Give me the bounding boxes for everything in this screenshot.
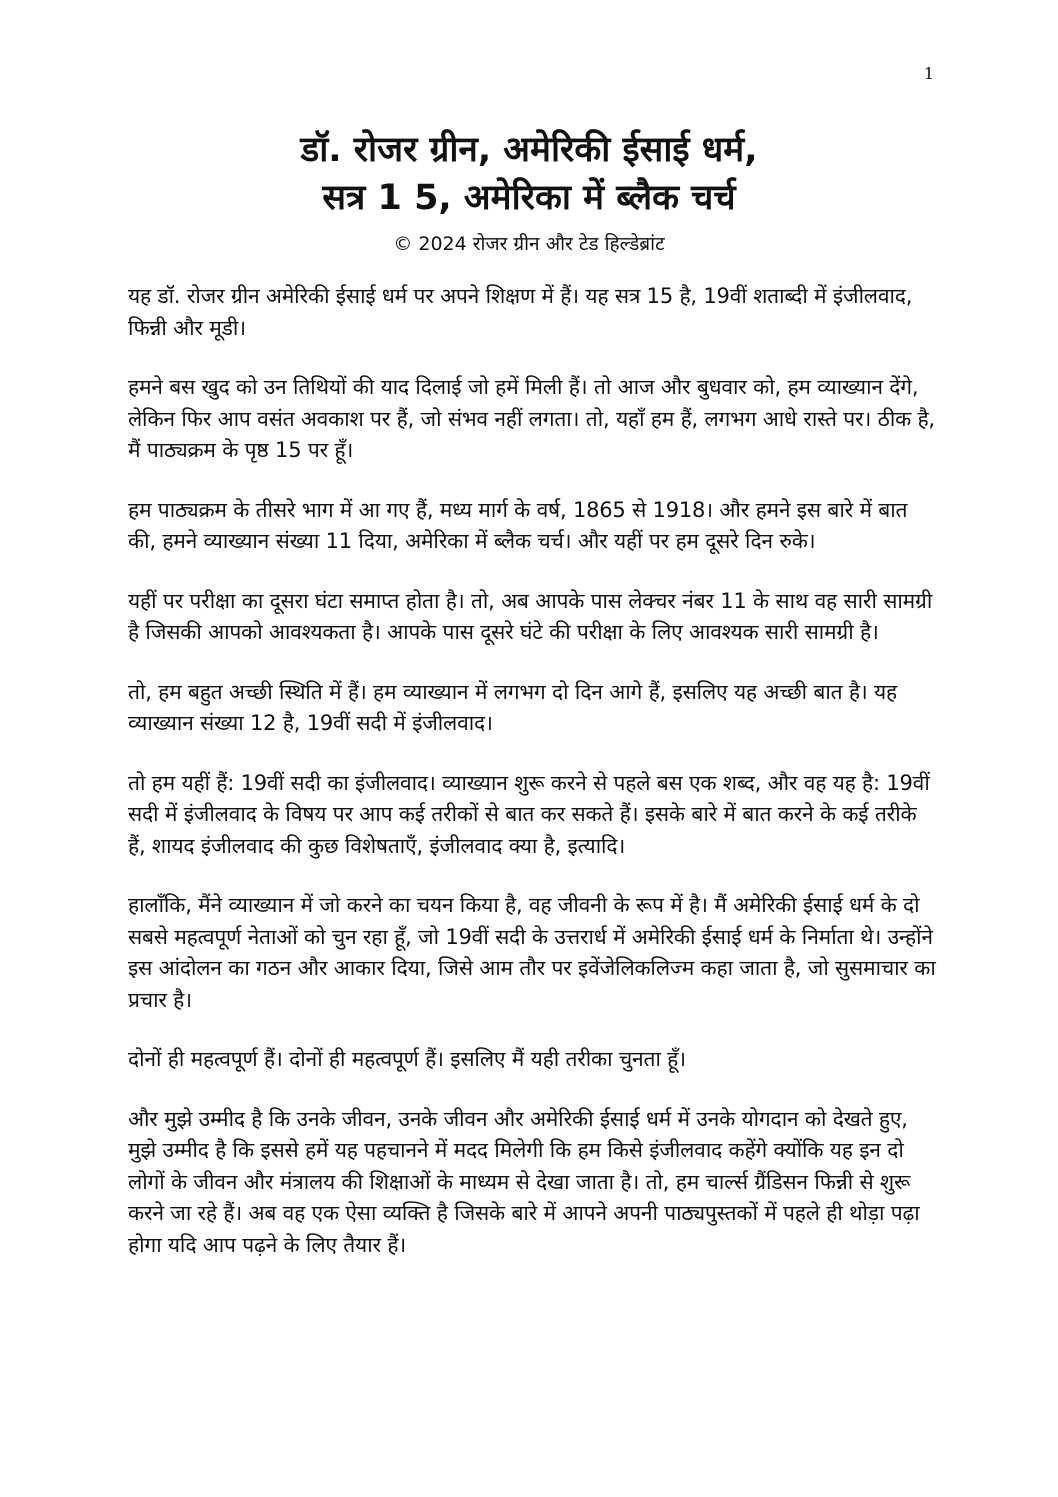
paragraph: और मुझे उम्मीद है कि उनके जीवन, उनके जीवन और अमेरिकी ईसाई धर्म में उनके योगदान को देखते हुए, मुझे उम्मीद है कि इससे हमें यह पहचानने में मदद मिलेगी कि हम किसे इंजीलवाद कहेंगे क्योंकि यह इन दो लोगों के जीवन और मंत्रालय की शिक्षाओं के माध्यम से देखा जाता है। तो, हम चार्ल्स ग्रैंडिसन फिन्नी से शुरू करने जा रहे हैं। अब वह एक ऐसा व्यक्ति है जिसके बारे में आपने अपनी पाठ्यपुस्तकों में पहले ही थोड़ा पढ़ा होगा यदि आप पढ़ने के लिए तैयार हैं। bbox=[128, 1106, 920, 1257]
paragraph: यह डॉ. रोजर ग्रीन अमेरिकी ईसाई धर्म पर अपने शिक्षण में हैं। यह सत्र 15 है, 19वीं शताब्दी में इंजीलवाद, फिन्नी और मूडी। bbox=[128, 284, 913, 340]
paragraph: हम पाठ्यक्रम के तीसरे भाग में आ गए हैं, मध्य मार्ग के वर्ष, 1865 से 1918। और हमने इस बारे में बात की, हमने व्याख्यान संख्या 11 दिया, अमेरिका में ब्लैक चर्च। और यहीं पर हम दूसरे दिन रुके। bbox=[128, 497, 908, 553]
title-line-1: डॉ. रोजर ग्रीन, अमेरिकी ईसाई धर्म, bbox=[300, 130, 758, 170]
page-number: 1 bbox=[923, 64, 934, 83]
paragraph: यहीं पर परीक्षा का दूसरा घंटा समाप्त होता है। तो, अब आपके पास लेक्चर नंबर 11 के साथ वह सारी सामग्री है जिसकी आपको आवश्यकता है। आपके पास दूसरे घंटे की परीक्षा के लिए आवश्यक सारी सामग्री है। bbox=[128, 588, 933, 644]
paragraph: हमने बस खुद को उन तिथियों की याद दिलाई जो हमें मिली हैं। तो आज और बुधवार को, हम व्याख्यान देंगे, लेकिन फिर आप वसंत अवकाश पर हैं, जो संभव नहीं लगता। तो, यहाँ हम हैं, लगभग आधे रास्ते पर। ठीक है, मैं पाठ्यक्रम के पृष्ठ 15 पर हूँ। bbox=[128, 375, 935, 462]
paragraph: तो हम यहीं हैं: 19वीं सदी का इंजीलवाद। व्याख्यान शुरू करने से पहले बस एक शब्द, और वह यह है: 19वीं सदी में इंजीलवाद के विषय पर आप कई तरीकों से बात कर सकते हैं। इसके बारे में बात करने के कई तरीके हैं, शायद इंजीलवाद की कुछ विशेषताएँ, इंजीलवाद क्या है, इत्यादि। bbox=[128, 770, 930, 858]
paragraph: तो, हम बहुत अच्छी स्थिति में हैं। हम व्याख्यान में लगभग दो दिन आगे हैं, इसलिए यह अच्छी बात है। यह व्याख्यान संख्या 12 है, 19वीं सदी में इंजीलवाद। bbox=[128, 679, 897, 735]
paragraph: दोनों ही महत्वपूर्ण हैं। दोनों ही महत्वपूर्ण हैं। इसलिए मैं यही तरीका चुनता हूँ। bbox=[128, 1047, 686, 1071]
paragraph: हालाँकि, मैंने व्याख्यान में जो करने का चयन किया है, वह जीवनी के रूप में है। मैं अमेरिकी ईसाई धर्म के दो सबसे महत्वपूर्ण नेताओं को चुन रहा हूँ, जो 19वीं सदी के उत्तरार्ध में अमेरिकी ईसाई धर्म के निर्माता थे। उन्होंने इस आंदोलन का गठन और आकार दिया, जिसे आम तौर पर इवेंजेलिकलिज्म कहा जाता है, जो सुसमाचार का प्रचार है। bbox=[128, 893, 936, 1012]
document-body bbox=[128, 281, 936, 1289]
title-line-2: सत्र 1 5, अमेरिका में ब्लैक चर्च bbox=[322, 178, 736, 219]
copyright-line: © 2024 रोजर ग्रीन और टेड हिल्डेब्रांट bbox=[393, 233, 665, 255]
document-title bbox=[0, 126, 1058, 223]
